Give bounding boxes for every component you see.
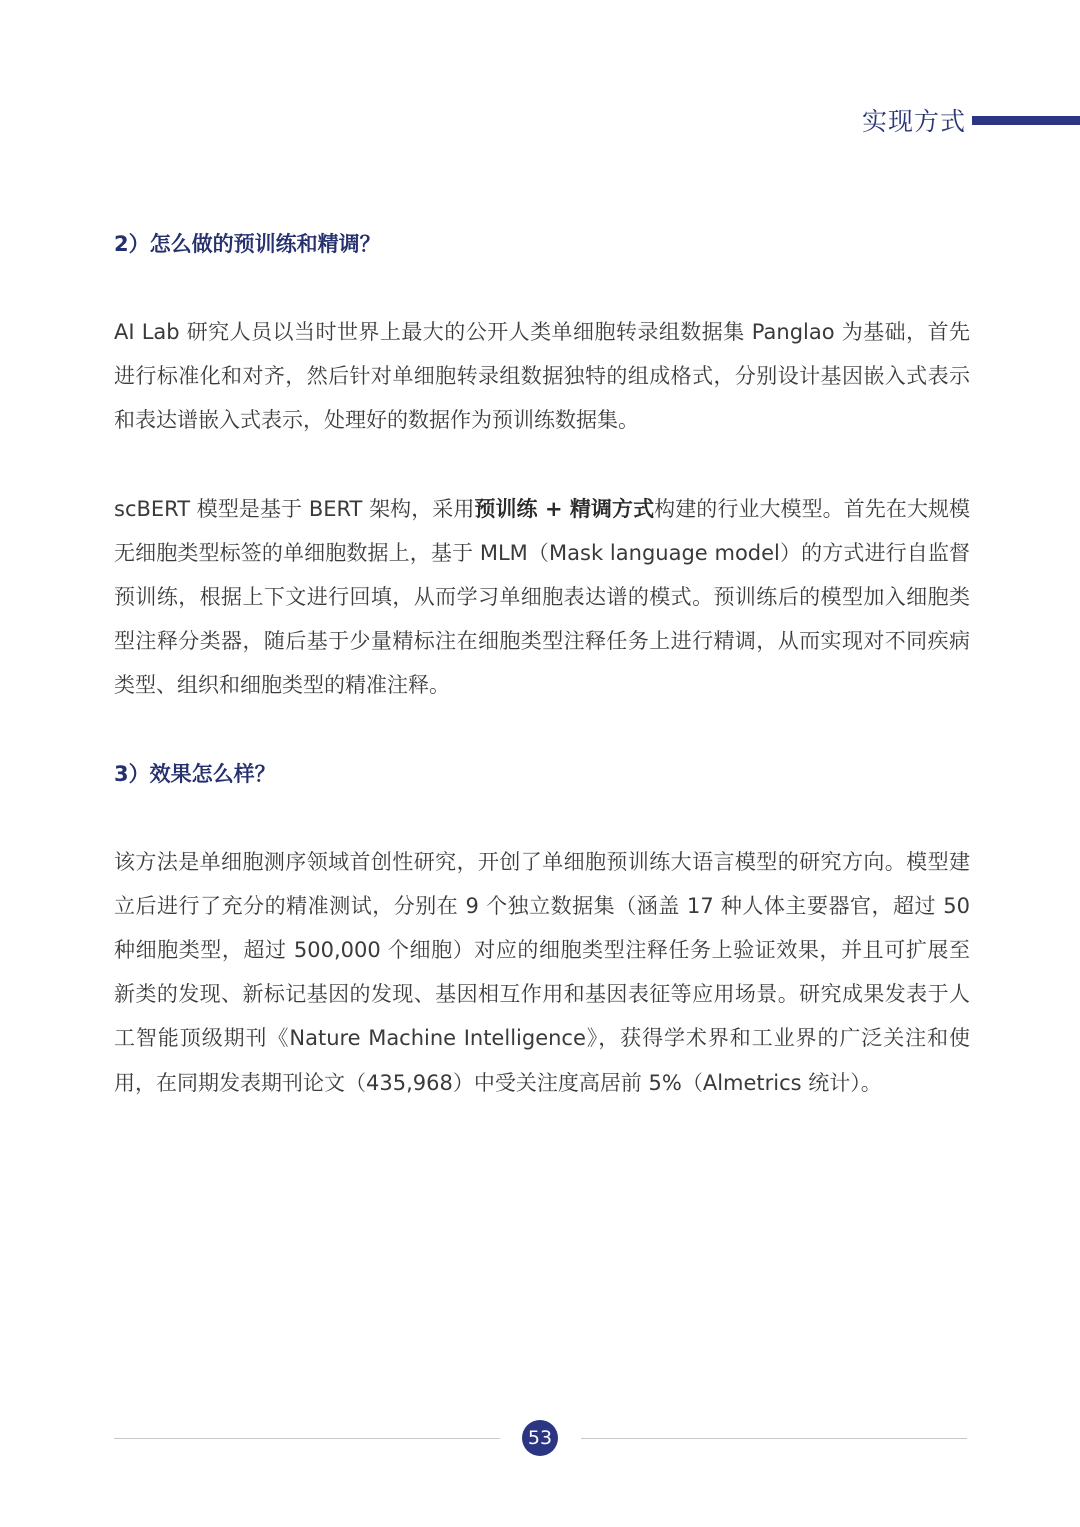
heading-pretraining: 2）怎么做的预训练和精调？ <box>114 232 381 256</box>
section-title: 实现方式 <box>861 107 966 136</box>
scbert-text-suffix: 构建的行业大模型。首先在大规模无细胞类型标签的单细胞数据上，基于 MLM（Mask language model）的方式进行自监督预训练，根据上下文进行回填，从而学习单细胞表达谱的模式。预训练后的模型加入细胞类型注释分类器，随后基于少量精标注在细胞类型注释任务上进行精调，从而实现对不同疾病类型、组织和细胞类型的精准注释。 <box>114 496 970 698</box>
header-accent-bar <box>972 116 1080 125</box>
footer-rule-left <box>114 1438 500 1439</box>
footer-rule-right <box>581 1438 967 1439</box>
paragraph-scbert <box>114 487 970 708</box>
section-header <box>862 100 1080 140</box>
paragraph-results: 该方法是单细胞测序领域首创性研究，开创了单细胞预训练大语言模型的研究方向。模型建立后进行了充分的精准测试，分别在 9 个独立数据集（涵盖 17 种人体主要器官，超过 50 种细胞类型，超过 500,000 个细胞）对应的细胞类型注释任务上验证效果，并且可扩展至新类的发现、新标记基因的发现、基因相互作用和基因表征等应用场景。研究成果发表于人工智能顶级期刊《Nature Machine Intelligence》，获得学术界和工业界的广泛关注和使用，在同期发表期刊论文（435,968）中受关注度高居前 5%（Almetrics 统计）。 <box>114 849 970 1095</box>
scbert-bold-phrase: 预训练 + 精调方式 <box>474 496 655 521</box>
page-footer <box>114 1420 967 1458</box>
main-content <box>114 222 970 1105</box>
paragraph-dataset: AI Lab 研究人员以当时世界上最大的公开人类单细胞转录组数据集 Panglao 为基础，首先进行标准化和对齐，然后针对单细胞转录组数据独特的组成格式，分别设计基因嵌入式表示和表达谱嵌入式表示，处理好的数据作为预训练数据集。 <box>114 320 970 433</box>
page-number-badge: 53 <box>522 1420 558 1456</box>
heading-results: 3）效果怎么样？ <box>114 761 276 786</box>
scbert-text-prefix: scBERT 模型是基于 BERT 架构，采用 <box>114 496 475 521</box>
